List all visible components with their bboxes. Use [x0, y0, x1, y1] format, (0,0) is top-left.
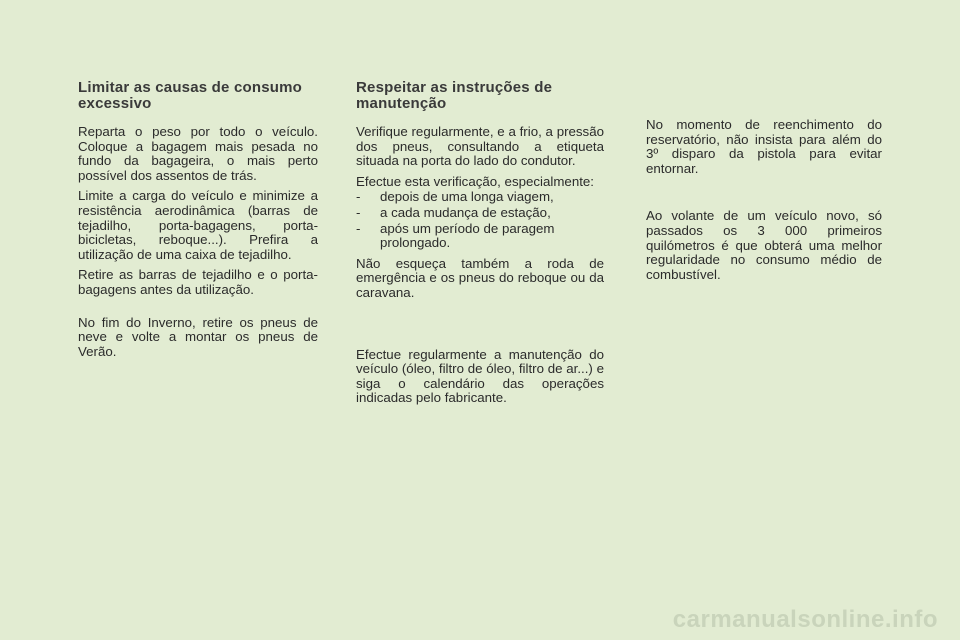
list-dash: -	[356, 189, 361, 205]
new-vehicle-paragraph: Ao volante de um veículo novo, só passados os 3 000 primeiros quilómetros é que obterá uma melhor regularidade no consumo médio de combustível.	[646, 208, 882, 282]
left-column	[78, 80, 318, 365]
pressure-paragraph: Verifique regularmente, e a frio, a pressão dos pneus, consultando a etiqueta situada na porta do lado do condutor.	[356, 124, 604, 169]
refuel-paragraph: No momento de reenchimento do reservatório, não insista para além do 3º disparo da pistola para evitar entornar.	[646, 117, 882, 176]
left-heading: Limitar as causas de consumo excessivo	[78, 79, 303, 112]
roof-bars-paragraph: Retire as barras de tejadilho e o porta-bagagens antes da utilização.	[78, 267, 318, 297]
tyres-paragraph: No fim do Inverno, retire os pneus de neve e volte a montar os pneus de Verão.	[78, 314, 318, 359]
maintenance-paragraph: Efectue regularmente a manutenção do veículo (óleo, filtro de óleo, filtro de ar...) e siga o calendário das operações indicadas pelo fabricante.	[356, 346, 604, 406]
list-item-text: a cada mudança de estação,	[380, 204, 551, 220]
right-column	[646, 118, 882, 288]
watermark: carmanualsonline.info	[672, 606, 938, 633]
middle-column	[356, 80, 604, 412]
list-item-text: depois de uma longa viagem,	[380, 189, 554, 205]
list-item	[356, 222, 604, 251]
middle-heading: Respeitar as instruções de manutenção	[356, 79, 553, 112]
load-paragraph: Limite a carga do veículo e minimize a resistência aerodinâmica (barras de tejadilho, porta-bagagens, porta-bicicletas, reboque...). Prefira a utilização de uma caixa de tejadilho.	[78, 188, 318, 262]
check-list	[356, 190, 604, 250]
list-item	[356, 206, 604, 221]
list-dash: -	[356, 204, 361, 220]
weight-paragraph: Reparta o peso por todo o veículo. Coloque a bagagem mais pesada no fundo da bagageira, o mais perto possível dos assentos de trás.	[78, 124, 318, 183]
list-item-text: após um período de paragem prolongado.	[380, 220, 555, 251]
list-item	[356, 190, 604, 205]
check-intro: Efectue esta verificação, especialmente:	[356, 173, 594, 189]
spare-wheel-paragraph: Não esqueça também a roda de emergência e os pneus do reboque ou da caravana.	[356, 255, 604, 300]
list-dash: -	[356, 220, 361, 236]
